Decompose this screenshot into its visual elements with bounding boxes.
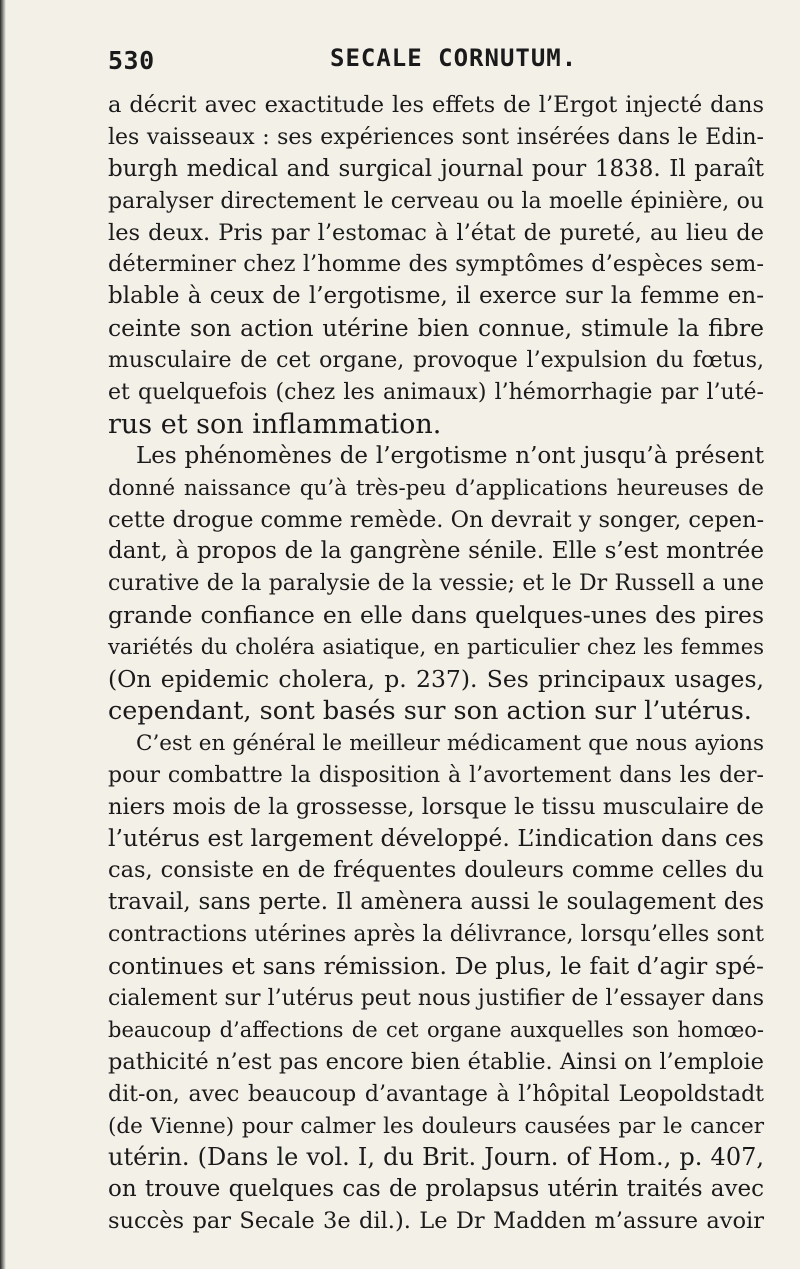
text-line: succès par Secale 3e dil.). Le Dr Madden m’assure avoir [108, 1208, 764, 1235]
text-line: donné naissance qu’à très-peu d’applications heureuses de [108, 475, 764, 501]
text-line: burgh medical and surgical journal pour 1838. Il paraît [108, 155, 764, 182]
text-line: pour combattre la disposition à l’avortement dans les der- [108, 762, 764, 788]
text-line: cialement sur l’utérus peut nous justifier de l’essayer dans [108, 985, 764, 1011]
text-line: dant, à propos de la gangrène sénile. Elle s’est montrée [108, 538, 764, 565]
text-line: niers mois de la grossesse, lorsque le tissu musculaire de [108, 793, 764, 820]
text-line: dit-on, avec beaucoup d’avantage à l’hôpital Leopoldstadt [108, 1081, 764, 1107]
text-line: beaucoup d’affections de cet organe auxquelles son homœo- [108, 1017, 764, 1042]
text-line: a décrit avec exactitude les effets de l’Ergot injecté dans [108, 92, 764, 118]
text-line: paralyser directement le cerveau ou la moelle épinière, ou [108, 188, 764, 214]
text-line: blable à ceux de l’ergotisme, il exerce sur la femme en- [108, 283, 764, 310]
text-line: les vaisseaux : ses expériences sont insérées dans le Edin- [108, 124, 764, 150]
running-head: SECALE CORNUTUM. [330, 44, 578, 72]
text-line: déterminer chez l’homme des symptômes d’espèces sem- [108, 251, 764, 278]
text-line: on trouve quelques cas de prolapsus utérin traités avec [108, 1176, 764, 1203]
text-line: cette drogue comme remède. On devrait y songer, cepen- [108, 506, 765, 533]
body-text [108, 90, 764, 1238]
text-line: pathicité n’est pas encore bien établie. Ainsi on l’emploie [108, 1048, 764, 1075]
text-line: utérin. (Dans le vol. I, du Brit. Journ. of Hom., p. 407, [108, 1143, 764, 1172]
text-line: (de Vienne) pour calmer les douleurs causées par le cancer [108, 1113, 764, 1139]
text-line: cependant, sont basés sur son action sur l’utérus. [108, 695, 752, 726]
page-number: 530 [108, 46, 155, 75]
text-line: contractions utérines après la délivrance, lorsqu’elles sont [108, 922, 764, 948]
text-line: (On epidemic cholera, p. 237). Ses principaux usages, [108, 665, 764, 694]
text-line: travail, sans perte. Il amènera aussi le soulagement des [108, 889, 764, 916]
text-line: variétés du choléra asiatique, en particulier chez les femmes [108, 635, 764, 660]
text-line: grande confiance en elle dans quelques-unes des pires [108, 601, 764, 630]
text-line: ceinte son action utérine bien connue, stimule la fibre [108, 314, 764, 343]
text-line: musculaire de cet organe, provoque l’expulsion du fœtus, [108, 348, 764, 374]
text-line: C’est en général le meilleur médicament que nous ayions [136, 730, 764, 756]
text-line: continues et sans rémission. De plus, le fait d’agir spé- [108, 952, 764, 981]
text-line: l’utérus est largement développé. L’indication dans ces [108, 824, 764, 853]
text-line: et quelquefois (chez les animaux) l’hémorrhagie par l’uté- [108, 380, 764, 406]
text-line: Les phénomènes de l’ergotisme n’ont jusqu’à présent [136, 442, 764, 469]
text-line: curative de la paralysie de la vessie; et le Dr Russell a une [108, 571, 764, 597]
page-header [108, 38, 764, 78]
text-line: cas, consiste en de fréquentes douleurs comme celles du [108, 857, 764, 884]
text-line: les deux. Pris par l’estomac à l’état de pureté, au lieu de [108, 219, 764, 246]
text-line: rus et son inflammation. [108, 408, 442, 440]
